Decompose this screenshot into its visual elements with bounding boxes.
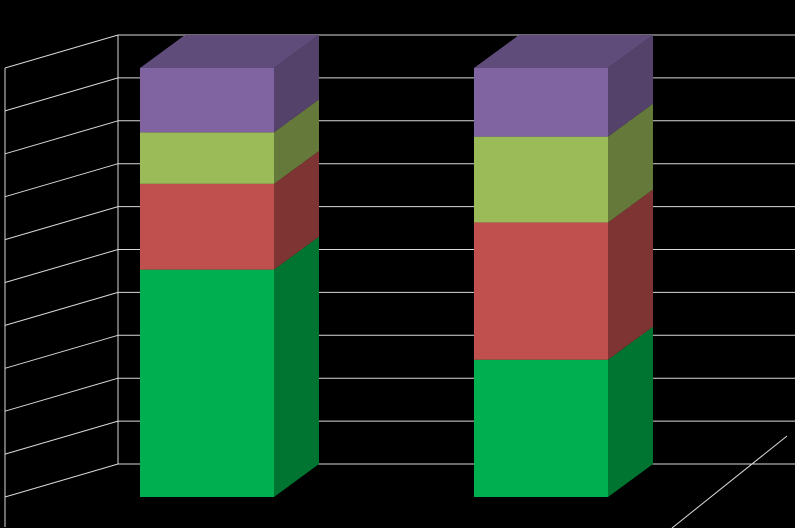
bar-segment-front (474, 137, 608, 223)
bar-segment-front (474, 222, 608, 359)
bar-stack (140, 35, 319, 497)
bar-segment-front (474, 68, 608, 137)
bar-segment-front (140, 270, 274, 497)
bar-stack (474, 35, 653, 497)
bar-segment-front (140, 132, 274, 183)
bar-segment-front (474, 360, 608, 497)
bar-segment-side (274, 237, 319, 497)
bar-segment-front (140, 184, 274, 270)
bar-segment-front (140, 68, 274, 132)
